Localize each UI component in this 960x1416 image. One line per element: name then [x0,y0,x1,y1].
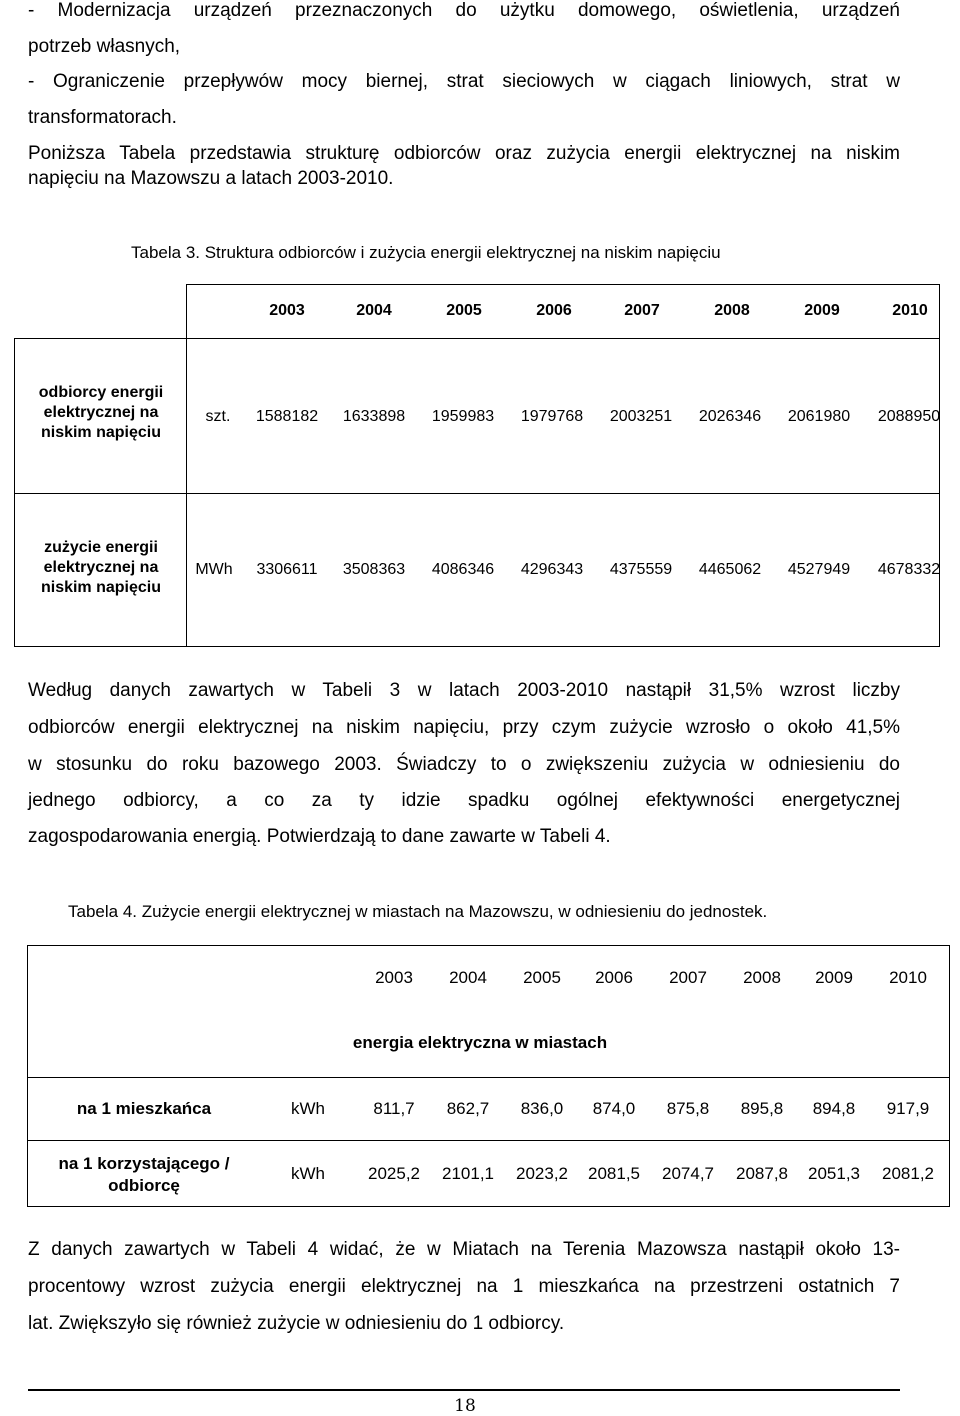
table-cell: 3508363 [342,561,406,578]
table4-year-2009: 2009 [815,968,853,987]
table4-year-2008: 2008 [743,968,781,987]
table-cell: 2081,5 [588,1164,640,1183]
table-cell: 4086346 [431,561,495,578]
table4-row1-unit: kWh [291,1099,325,1118]
paragraph2-line-3: w stosunku do roku bazowego 2003. Świadczy to o zwiększeniu zużycia w odniesieniu do [28,754,900,775]
table-cell: 3306611 [256,561,318,578]
paragraph2-line-4: jednego odbiorcy, a co za ty idzie spadku ogólnej efektywności energetycznej [28,790,900,811]
table3-year-2008: 2008 [714,302,750,319]
table-cell: 895,8 [740,1099,784,1118]
paragraph2-line-1: Według danych zawartych w Tabeli 3 w latach 2003-2010 nastąpił 31,5% wzrost liczby [28,680,900,701]
table-cell: 2081,2 [882,1164,934,1183]
table-cell: 2026346 [698,408,762,425]
table-cell: 2074,7 [662,1164,714,1183]
table4-year-2003: 2003 [375,968,413,987]
table-cell: 4527949 [787,561,851,578]
table-cell: 917,9 [886,1099,930,1118]
table-cell: 1959983 [431,408,495,425]
table3-row1-unit: szt. [205,408,231,425]
table-cell: 2101,1 [442,1164,494,1183]
table-cell: 1633898 [342,408,406,425]
table3-year-2003: 2003 [269,302,305,319]
intro-line-4: transformatorach. [28,107,177,128]
footer-rule [28,1389,900,1391]
table-cell: 4296343 [520,561,584,578]
intro-line-2: potrzeb własnych, [28,36,181,57]
table4-year-2005: 2005 [523,968,561,987]
table-cell: 874,0 [592,1099,636,1118]
table3-row2-label: zużycie energii elektrycznej na niskim napięciu [40,539,162,596]
table-cell: 862,7 [446,1099,490,1118]
table3-row1-label: odbiorcy energii elektrycznej na niskim napięciu [38,384,164,441]
table-cell: 2087,8 [736,1164,788,1183]
table3-year-2010: 2010 [892,302,928,319]
table4-row1-label: na 1 mieszkańca [76,1099,212,1118]
table3-year-2007: 2007 [624,302,660,319]
paragraph3-line-3: lat. Zwiększyło się również zużycie w odniesieniu do 1 odbiorcy. [28,1313,565,1334]
table-cell: 2023,2 [516,1164,568,1183]
table3-year-2005: 2005 [446,302,482,319]
table3-caption: Tabela 3. Struktura odbiorców i zużycia energii elektrycznej na niskim napięciu [131,243,721,262]
paragraph3-line-1: Z danych zawartych w Tabeli 4 widać, że w Miatach na Terenia Mazowsza nastąpił około 13- [28,1239,900,1260]
table-cell: 2025,2 [368,1164,420,1183]
page-number: 18 [454,1396,476,1416]
table-cell: 1588182 [255,408,319,425]
paragraph3-line-2: procentowy wzrost zużycia energii elektrycznej na 1 mieszkańca na przestrzeni ostatnich 7 [28,1276,900,1297]
table-cell: 4375559 [609,561,673,578]
table4-row2-label: na 1 korzystającego / odbiorcę [58,1154,230,1195]
table-cell: 2061980 [787,408,851,425]
table-cell: 4678332 [877,561,941,578]
table4-year-2006: 2006 [595,968,633,987]
intro-line-1: - Modernizacja urządzeń przeznaczonych do użytku domowego, oświetlenia, urządzeń [28,0,900,21]
table3-year-2004: 2004 [356,302,392,319]
table4-section-header: energia elektryczna w miastach [352,1033,608,1052]
table4-year-2010: 2010 [889,968,927,987]
table-cell: 836,0 [520,1099,564,1118]
table-cell: 2088950 [877,408,941,425]
table-cell: 1979768 [520,408,584,425]
intro-line-6: napięciu na Mazowszu a latach 2003-2010. [28,168,394,189]
table4-row2-unit: kWh [291,1164,325,1183]
table4-year-2007: 2007 [669,968,707,987]
table-cell: 894,8 [812,1099,856,1118]
table-cell: 2051,3 [808,1164,860,1183]
table4-year-2004: 2004 [449,968,487,987]
table-cell: 811,7 [373,1099,415,1118]
table3-row2-unit: MWh [195,561,233,578]
table3-year-2009: 2009 [804,302,840,319]
table-cell: 2003251 [609,408,673,425]
table4-caption: Tabela 4. Zużycie energii elektrycznej w miastach na Mazowszu, w odniesieniu do jednostek. [68,902,768,921]
table3-year-2006: 2006 [536,302,572,319]
table-cell: 875,8 [666,1099,710,1118]
intro-line-5: Poniższa Tabela przedstawia strukturę odbiorców oraz zużycia energii elektrycznej na niskim [28,143,900,164]
table-cell: 4465062 [698,561,762,578]
paragraph2-line-2: odbiorców energii elektrycznej na niskim napięciu, przy czym zużycie wzrosło o około 41,5% [28,717,900,738]
intro-line-3: - Ograniczenie przepływów mocy biernej, strat sieciowych w ciągach liniowych, strat w [28,71,900,92]
paragraph2-line-5: zagospodarowania energią. Potwierdzają to dane zawarte w Tabeli 4. [28,826,611,847]
